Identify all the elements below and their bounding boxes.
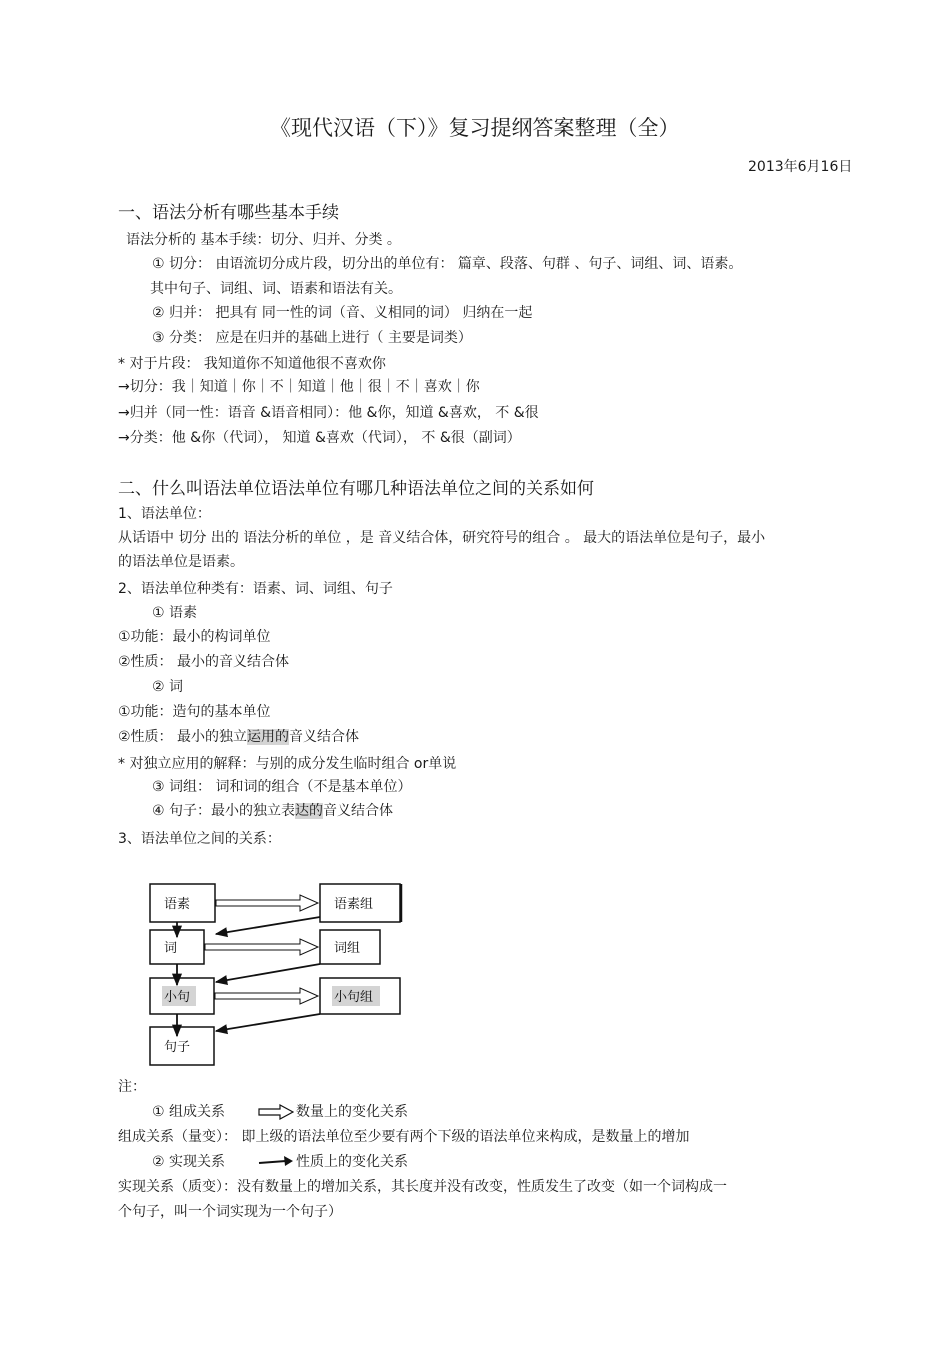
procedure-classify: ③ 分类： 应是在归并的基础上进行（ 主要是词类） [152, 330, 472, 346]
section-1-heading: 一、语法分析有哪些基本手续 [118, 203, 339, 223]
morpheme-nature: ②性质： 最小的音义结合体 [118, 654, 290, 670]
q3-heading: 3、语法单位之间的关系： [118, 831, 281, 847]
legend-composition-desc: 数量上的变化关系 [296, 1104, 408, 1120]
label-sentence: 句子 [164, 1040, 191, 1055]
realization-arrow [216, 964, 320, 982]
composition-arrow [216, 895, 318, 911]
unit-sentence-text: ④ 句子：最小的独立表 [152, 803, 296, 819]
notes-label: 注： [118, 1079, 146, 1095]
label-morpheme: 语素 [164, 897, 191, 912]
word-function: ①功能：造句的基本单位 [118, 704, 271, 720]
unit-sentence-text-end: 音义结合体 [323, 803, 394, 819]
q1-definition: 从话语中 切分 出的 语法分析的单位 ，是 音义结合体，研究符号的组合 。 最大的语法单位是句子，最小 [118, 530, 766, 546]
document-date: 2013年6月16日 [748, 159, 853, 175]
page-title: 《现代汉语（下）》复习提纲答案整理（全） [270, 116, 680, 140]
composition-arrow [205, 939, 318, 955]
morpheme-function: ①功能：最小的构词单位 [118, 629, 271, 645]
hollow-arrow-icon [258, 1104, 294, 1120]
unit-word: ② 词 [152, 679, 184, 695]
legend-realization: ② 实现关系 [152, 1154, 226, 1170]
unit-phrase: ③ 词组： 词和词的组合（不是基本单位） [152, 779, 412, 795]
word-nature-text-end: 音义结合体 [289, 729, 360, 745]
section-2-heading: 二、什么叫语法单位语法单位有哪几种语法单位之间的关系如何 [118, 479, 594, 499]
realization-arrow [216, 1014, 320, 1031]
independent-use-note: * 对独立应用的解释：与别的成分发生临时组合 or单说 [118, 756, 457, 772]
legend-realization-desc: 性质上的变化关系 [296, 1154, 408, 1170]
label-word: 词 [164, 941, 178, 956]
realization-arrow [216, 917, 320, 934]
q2-heading: 2、语法单位种类有：语素、词、词组、句子 [118, 581, 393, 597]
section-1-intro: 语法分析的 基本手续：切分、归并、分类 。 [126, 232, 401, 248]
q1-heading: 1、语法单位： [118, 506, 211, 522]
example-split: →切分：我｜知道｜你｜不｜知道｜他｜很｜不｜喜欢｜你 [118, 379, 480, 395]
example-fragment: * 对于片段： 我知道你不知道他很不喜欢你 [118, 356, 386, 372]
example-classify: →分类：他 &你（代词）， 知道 &喜欢（代词）， 不 &很（副词） [118, 430, 521, 446]
word-nature [118, 727, 359, 747]
composition-explanation: 组成关系（量变）： 即上级的语法单位至少要有两个下级的语法单位来构成，是数量上的增加 [118, 1129, 690, 1145]
realization-explanation-cont: 个句子，叫一个词实现为一个句子） [118, 1204, 342, 1220]
label-clause: 小句 [164, 990, 191, 1005]
legend-composition: ① 组成关系 [152, 1104, 226, 1120]
procedure-split-note: 其中句子、词组、词、语素和语法有关。 [150, 281, 402, 297]
label-clause-group: 小句组 [334, 990, 374, 1005]
composition-arrow [215, 988, 318, 1004]
realization-explanation: 实现关系（质变）：没有数量上的增加关系，其长度并没有改变，性质发生了改变（如一个词构成一 [118, 1179, 727, 1195]
procedure-merge: ② 归并： 把具有 同一性的词（音、义相同的词） 归纳在一起 [152, 305, 533, 321]
label-morpheme-group: 语素组 [334, 897, 374, 912]
unit-morpheme: ① 语素 [152, 605, 198, 621]
solid-arrow-icon [258, 1154, 294, 1170]
word-nature-text: ②性质： 最小的独立 [118, 729, 248, 745]
unit-relation-diagram [140, 870, 420, 1080]
label-phrase: 词组 [334, 941, 361, 956]
highlighted-text: 达的 [295, 803, 324, 819]
highlighted-text: 运用的 [247, 729, 290, 745]
procedure-split: ① 切分： 由语流切分成片段，切分出的单位有： 篇章、段落、句群 、句子、词组、词、语素。 [152, 256, 743, 272]
q1-definition-cont: 的语法单位是语素。 [118, 554, 244, 570]
example-merge: →归并（同一性：语音 &语音相同）：他 &你，知道 &喜欢， 不 &很 [118, 405, 539, 421]
unit-sentence [152, 801, 393, 821]
